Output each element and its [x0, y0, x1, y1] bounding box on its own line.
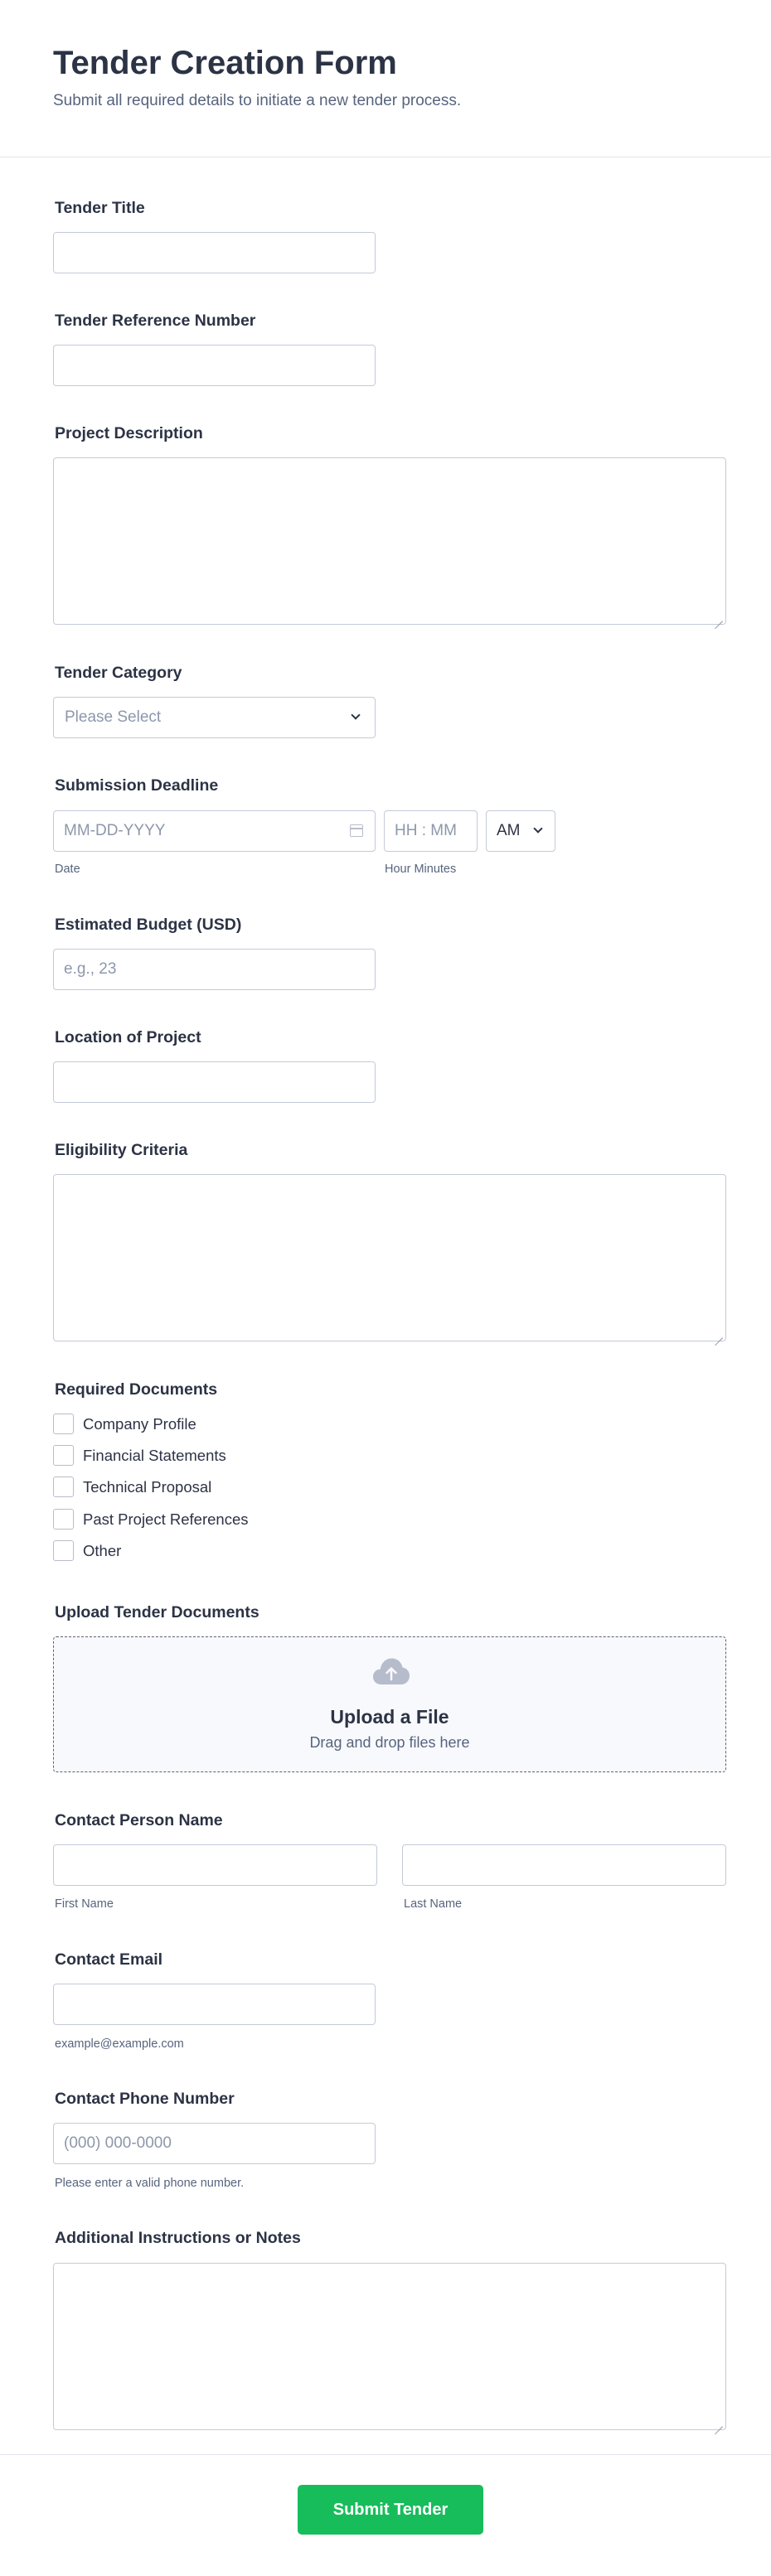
reference-number-label: Tender Reference Number	[55, 312, 256, 330]
last-name-sublabel: Last Name	[404, 1897, 463, 1911]
upload-label: Upload Tender Documents	[55, 1603, 259, 1621]
checkbox-label[interactable]: Past Project References	[83, 1510, 249, 1528]
checkbox-label[interactable]: Technical Proposal	[83, 1478, 212, 1496]
email-sublabel: example@example.com	[55, 2037, 184, 2051]
calendar-icon[interactable]	[350, 824, 363, 837]
tender-category-value: Please Select	[65, 708, 162, 726]
checkbox-label[interactable]: Financial Statements	[83, 1447, 226, 1464]
estimated-budget-placeholder: e.g., 23	[64, 960, 117, 978]
estimated-budget-input[interactable]	[53, 949, 376, 990]
deadline-date-input[interactable]	[53, 810, 376, 852]
form-title: Tender Creation Form	[53, 45, 397, 81]
phone-placeholder: (000) 000-0000	[64, 2134, 172, 2152]
reference-number-input[interactable]	[53, 345, 376, 386]
deadline-time-placeholder: HH : MM	[395, 822, 457, 839]
checkbox[interactable]	[53, 1414, 74, 1434]
tender-category-label: Tender Category	[55, 664, 182, 682]
tender-category-select[interactable]	[53, 697, 376, 738]
additional-notes-textarea[interactable]	[53, 2263, 726, 2430]
resize-handle[interactable]	[715, 2419, 723, 2427]
deadline-date-placeholder: MM-DD-YYYY	[64, 822, 166, 839]
resize-handle[interactable]	[715, 613, 723, 621]
first-name-input[interactable]	[53, 1844, 377, 1886]
eligibility-textarea[interactable]	[53, 1174, 726, 1341]
checkbox[interactable]	[53, 1509, 74, 1530]
date-sublabel: Date	[55, 863, 80, 876]
checkbox-label[interactable]: Company Profile	[83, 1415, 196, 1433]
submission-deadline-label: Submission Deadline	[55, 776, 219, 795]
location-input[interactable]	[53, 1061, 376, 1103]
location-label: Location of Project	[55, 1028, 201, 1046]
upload-subtitle: Drag and drop files here	[309, 1734, 470, 1751]
form-header	[0, 0, 771, 157]
tender-title-label: Tender Title	[55, 199, 145, 217]
ampm-select[interactable]	[486, 810, 555, 852]
deadline-time-input[interactable]	[384, 810, 478, 852]
form-subtitle: Submit all required details to initiate a new tender process.	[53, 92, 462, 109]
ampm-value: AM	[497, 822, 521, 839]
contact-name-label: Contact Person Name	[55, 1811, 223, 1829]
checkbox-label[interactable]: Other	[83, 1542, 122, 1559]
checkbox[interactable]	[53, 1540, 74, 1561]
eligibility-label: Eligibility Criteria	[55, 1141, 188, 1159]
first-name-sublabel: First Name	[55, 1897, 114, 1911]
phone-sublabel: Please enter a valid phone number.	[55, 2177, 245, 2190]
chevron-down-icon	[533, 824, 542, 833]
contact-email-label: Contact Email	[55, 1950, 163, 1969]
submit-button[interactable]: Submit Tender	[298, 2485, 483, 2535]
tender-title-input[interactable]	[53, 232, 376, 273]
additional-notes-label: Additional Instructions or Notes	[55, 2229, 301, 2247]
checkbox[interactable]	[53, 1445, 74, 1466]
phone-input[interactable]	[53, 2123, 376, 2164]
file-upload-dropzone[interactable]	[53, 1636, 726, 1772]
contact-phone-label: Contact Phone Number	[55, 2090, 235, 2108]
project-description-label: Project Description	[55, 424, 203, 442]
last-name-input[interactable]	[402, 1844, 726, 1886]
upload-title: Upload a File	[330, 1706, 449, 1728]
estimated-budget-label: Estimated Budget (USD)	[55, 916, 242, 934]
cloud-upload-icon	[372, 1657, 410, 1685]
project-description-textarea[interactable]	[53, 457, 726, 625]
time-sublabel: Hour Minutes	[385, 863, 457, 876]
chevron-down-icon	[351, 710, 360, 719]
email-field[interactable]	[53, 1984, 376, 2025]
required-documents-label: Required Documents	[55, 1380, 218, 1399]
checkbox[interactable]	[53, 1476, 74, 1497]
resize-handle[interactable]	[715, 1330, 723, 1338]
